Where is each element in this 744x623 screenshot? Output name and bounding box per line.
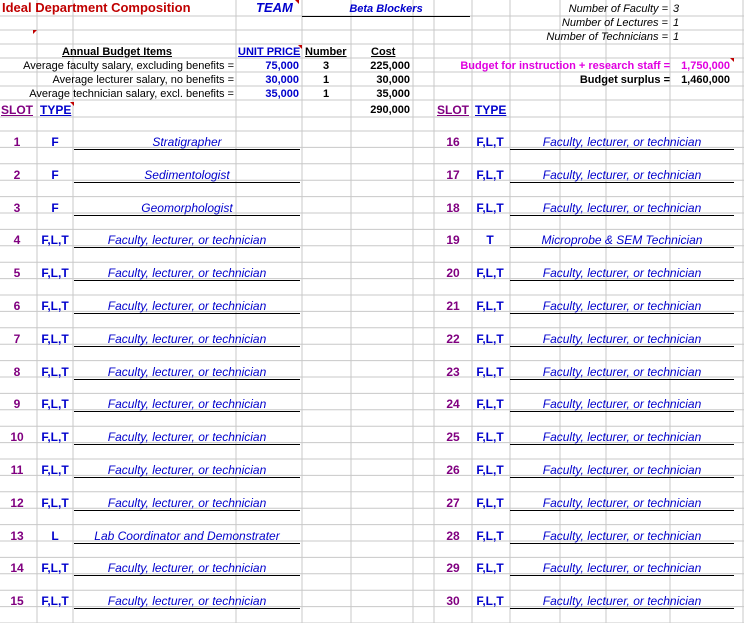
slot-number: 13 <box>10 528 24 543</box>
slot-role-cell[interactable]: Faculty, lecturer, or technician <box>510 397 734 412</box>
instruction-budget-value[interactable]: 1,750,000 <box>681 60 730 72</box>
slot-type[interactable]: F,L,T <box>476 463 504 477</box>
count-label: Number of Lectures = <box>561 17 668 29</box>
budget-surplus-label: Budget surplus = <box>579 74 670 86</box>
slot-header-left: SLOT <box>1 103 33 117</box>
slot-type[interactable]: F <box>51 200 59 215</box>
cost-cell: 30,000 <box>376 74 410 86</box>
page-title: Ideal Department Composition <box>2 0 191 15</box>
slot-role-cell[interactable]: Faculty, lecturer, or technician <box>510 135 734 150</box>
slot-type[interactable]: F,L,T <box>41 561 69 576</box>
slot-type[interactable]: F <box>51 135 59 149</box>
comment-marker[interactable] <box>295 0 299 4</box>
team-name-cell[interactable]: Beta Blockers <box>302 2 470 17</box>
slot-type[interactable]: F,L,T <box>476 561 504 576</box>
slot-role-cell[interactable]: Faculty, lecturer, or technician <box>74 594 300 609</box>
slot-number: 18 <box>446 200 460 215</box>
slot-role-cell[interactable]: Faculty, lecturer, or technician <box>74 561 300 576</box>
comment-marker[interactable] <box>70 102 74 106</box>
slot-type[interactable]: T <box>486 233 494 248</box>
budget-total: 290,000 <box>370 104 410 116</box>
slot-number: 12 <box>10 495 24 510</box>
slot-number: 17 <box>446 167 460 182</box>
slot-role-cell[interactable]: Faculty, lecturer, or technician <box>74 463 300 478</box>
slot-role-cell[interactable]: Faculty, lecturer, or technician <box>510 168 734 183</box>
slot-role-cell[interactable]: Faculty, lecturer, or technician <box>74 430 300 445</box>
count-label: Number of Faculty = <box>568 3 668 15</box>
slot-type[interactable]: F,L,T <box>476 528 504 543</box>
slot-number: 10 <box>10 430 24 445</box>
slot-number: 23 <box>446 364 460 379</box>
slot-role-cell[interactable]: Faculty, lecturer, or technician <box>510 266 734 281</box>
slot-number: 19 <box>446 233 460 248</box>
slot-type[interactable]: L <box>51 528 59 543</box>
slot-type[interactable]: F,L,T <box>476 331 504 346</box>
slot-role-cell[interactable]: Faculty, lecturer, or technician <box>510 299 734 314</box>
unit-price-cell[interactable]: 35,000 <box>265 88 299 100</box>
slot-number: 20 <box>446 266 460 281</box>
slot-role-cell[interactable]: Faculty, lecturer, or technician <box>74 365 300 380</box>
slot-type[interactable]: F,L,T <box>41 331 69 346</box>
slot-role-cell[interactable]: Faculty, lecturer, or technician <box>510 201 734 216</box>
slot-number: 3 <box>13 200 21 215</box>
count-value[interactable]: 1 <box>673 31 680 43</box>
slot-role-cell[interactable]: Faculty, lecturer, or technician <box>74 299 300 314</box>
team-label: TEAM <box>256 0 293 15</box>
slot-number: 30 <box>446 594 460 609</box>
slot-number: 8 <box>13 364 21 379</box>
slot-role-cell[interactable]: Faculty, lecturer, or technician <box>510 561 734 576</box>
slot-type[interactable]: F,L,T <box>41 495 69 510</box>
comment-marker[interactable] <box>33 30 37 34</box>
slot-type[interactable]: F,L,T <box>41 594 69 609</box>
comment-marker[interactable] <box>730 58 734 62</box>
slot-type[interactable]: F,L,T <box>476 495 504 510</box>
slot-number: 16 <box>446 135 460 149</box>
slot-type[interactable]: F,L,T <box>476 594 504 609</box>
slot-role-cell[interactable]: Faculty, lecturer, or technician <box>74 233 300 248</box>
slot-number: 11 <box>10 463 24 477</box>
slot-number: 27 <box>446 495 460 510</box>
cost-cell: 225,000 <box>370 60 410 72</box>
slot-number: 1 <box>13 135 21 149</box>
slot-role-cell[interactable]: Faculty, lecturer, or technician <box>510 430 734 445</box>
instruction-budget-label: Budget for instruction + research staff = <box>460 60 670 72</box>
slot-number: 6 <box>13 299 21 313</box>
slot-type[interactable]: F,L,T <box>476 364 504 379</box>
count-value[interactable]: 3 <box>673 3 680 15</box>
slot-role-cell[interactable]: Faculty, lecturer, or technician <box>510 365 734 380</box>
slot-role-cell[interactable]: Faculty, lecturer, or technician <box>510 529 734 544</box>
slot-role-cell[interactable]: Sedimentologist <box>74 168 300 183</box>
slot-number: 24 <box>446 397 460 412</box>
slot-type[interactable]: F <box>51 167 59 182</box>
slot-role-cell[interactable]: Faculty, lecturer, or technician <box>510 463 734 478</box>
number-cell[interactable]: 1 <box>322 88 330 100</box>
slot-header-right: SLOT <box>437 103 469 117</box>
unit-price-cell[interactable]: 30,000 <box>265 74 299 86</box>
slot-type[interactable]: F,L,T <box>41 430 69 445</box>
slot-role-cell[interactable]: Faculty, lecturer, or technician <box>74 332 300 347</box>
count-value[interactable]: 1 <box>673 17 680 29</box>
slot-type[interactable]: F,L,T <box>41 233 69 248</box>
slot-number: 15 <box>10 594 24 609</box>
number-cell[interactable]: 3 <box>322 60 330 72</box>
unit-price-cell[interactable]: 75,000 <box>265 60 299 72</box>
slot-role-cell[interactable]: Faculty, lecturer, or technician <box>510 332 734 347</box>
slot-type[interactable]: F,L,T <box>476 135 504 149</box>
slot-role-cell[interactable]: Faculty, lecturer, or technician <box>74 496 300 511</box>
budget-row-label: Average technician salary, excl. benefits = <box>29 88 234 100</box>
slot-type[interactable]: F,L,T <box>476 430 504 445</box>
cost-header: Cost <box>371 46 396 58</box>
slot-type[interactable]: F,L,T <box>476 299 504 313</box>
slot-number: 5 <box>13 266 21 281</box>
budget-row-label: Average faculty salary, excluding benefits = <box>23 60 234 72</box>
slot-type[interactable]: F,L,T <box>476 266 504 281</box>
slot-role-cell[interactable]: Faculty, lecturer, or technician <box>74 397 300 412</box>
slot-type[interactable]: F,L,T <box>476 167 504 182</box>
type-header-left: TYPE <box>40 103 72 117</box>
type-header-right: TYPE <box>475 103 507 117</box>
unit-price-header: UNIT PRICE <box>238 46 301 58</box>
slot-type[interactable]: F,L,T <box>476 200 504 215</box>
slot-number: 21 <box>446 299 460 313</box>
slot-type[interactable]: F,L,T <box>41 266 69 281</box>
slot-number: 7 <box>13 331 21 346</box>
slot-number: 9 <box>13 397 21 412</box>
slot-role-cell[interactable]: Geomorphologist <box>74 201 300 216</box>
slot-role-cell[interactable]: Lab Coordinator and Demonstrater <box>74 529 300 544</box>
budget-surplus-value: 1,460,000 <box>681 74 730 86</box>
slot-type[interactable]: F,L,T <box>41 397 69 412</box>
slot-role-cell[interactable]: Faculty, lecturer, or technician <box>510 594 734 609</box>
slot-role-cell[interactable]: Faculty, lecturer, or technician <box>510 496 734 511</box>
slot-role-cell[interactable]: Microprobe & SEM Technician <box>510 233 734 248</box>
count-label: Number of Technicians = <box>546 31 668 43</box>
slot-number: 26 <box>446 463 460 477</box>
slot-number: 4 <box>13 233 21 248</box>
slot-type[interactable]: F,L,T <box>41 364 69 379</box>
comment-marker[interactable] <box>298 45 302 49</box>
number-header: Number <box>305 46 347 58</box>
cost-cell: 35,000 <box>376 88 410 100</box>
number-cell[interactable]: 1 <box>322 74 330 86</box>
slot-number: 2 <box>13 167 21 182</box>
slot-type[interactable]: F,L,T <box>476 397 504 412</box>
slot-number: 14 <box>10 561 24 576</box>
slot-number: 29 <box>446 561 460 576</box>
slot-number: 28 <box>446 528 460 543</box>
slot-number: 22 <box>446 331 460 346</box>
slot-type[interactable]: F,L,T <box>41 299 69 313</box>
slot-role-cell[interactable]: Stratigrapher <box>74 135 300 150</box>
budget-heading: Annual Budget Items <box>62 46 173 58</box>
slot-role-cell[interactable]: Faculty, lecturer, or technician <box>74 266 300 281</box>
slot-type[interactable]: F,L,T <box>41 463 69 477</box>
slot-number: 25 <box>446 430 460 445</box>
budget-row-label: Average lecturer salary, no benefits = <box>52 74 234 86</box>
